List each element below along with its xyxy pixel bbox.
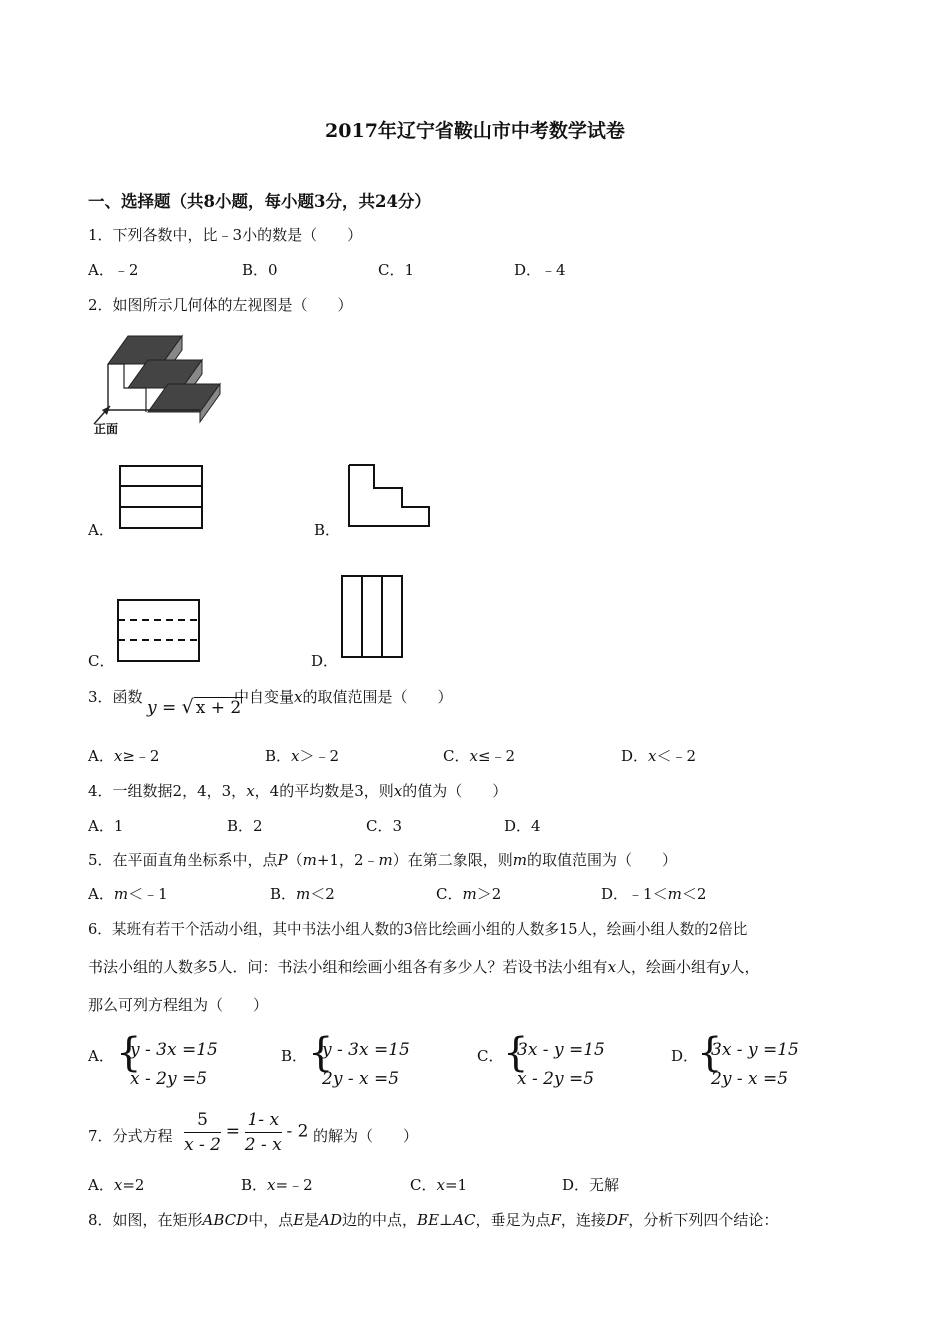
q6-b-brace: { [308,1030,334,1076]
q3-option-d: D．x＜﹣2 [621,747,697,765]
question-7-prefix: 7．分式方程 [88,1127,173,1145]
q7-option-a: A．x=2 [88,1176,145,1194]
q6-a-system: y - 3x =15 x - 2y =5 [130,1040,218,1089]
question-1-stem: 1．下列各数中，比﹣3小的数是（ ） [88,226,363,244]
q2-option-d: D． [311,652,339,670]
q6-option-c: C． [477,1047,504,1065]
q2-option-a: A． [88,521,114,539]
question-7-suffix: 的解为（ ） [313,1127,419,1145]
section-heading-choice: 一、选择题（共8小题，每小题3分，共24分） [88,192,431,211]
q2-figure-b [346,462,434,530]
q4-option-b: B．2 [227,817,263,835]
front-label: 正面 [94,422,119,436]
question-6-line-1: 6．某班有若干个活动小组，其中书法小组人数的3倍比绘画小组的人数多15人，绘画小组人数的2倍比 [88,921,748,938]
q6-d-brace: { [697,1030,723,1076]
q3-option-c: C．x≤﹣2 [443,747,516,765]
q5-option-a: A．m＜﹣1 [88,885,168,903]
question-6-line-2: 书法小组的人数多5人．问：书法小组和绘画小组各有多少人？若设书法小组有x人，绘画小组有y人， [88,958,760,976]
q7-option-c: C．x=1 [410,1176,468,1194]
q4-option-d: D．4 [504,817,541,835]
q6-c-system: 3x - y =15 x - 2y =5 [517,1040,605,1089]
q7-equation: $\frac{5}{x - 2}$ = $\frac{1- x}{2 - x}$ - 2 [184,1110,309,1155]
q1-option-b: B．0 [242,261,278,279]
q7-fraction-right: $\frac{1- x}{2 - x}$ [244,1110,282,1155]
q2-figure-a [118,464,206,530]
q1-option-c: C．1 [378,261,415,279]
q3-function-formula: y = √ x + 2 [147,696,242,718]
q1-option-d: D．﹣4 [514,261,566,279]
q6-a-brace: { [116,1030,142,1076]
q6-option-b: B． [281,1047,308,1065]
question-5-stem: 5．在平面直角坐标系中，点P（m+1，2﹣m）在第二象限，则m的取值范围为（ ） [88,851,678,869]
q7-option-d: D．无解 [562,1176,620,1194]
q3-stem-suffix: 中自变量x的取值范围是（ ） [234,688,453,706]
q4-option-c: C．3 [366,817,403,835]
q6-d-system: 3x - y =15 2y - x =5 [711,1040,799,1089]
q2-option-c: C． [88,652,115,670]
q2-option-b: B． [314,521,341,539]
q2-figure-c [116,598,202,664]
q1-option-a: A．﹣2 [88,261,139,279]
q6-c-brace: { [503,1030,529,1076]
q5-option-c: C．m＞2 [436,885,502,903]
q3-option-b: B．x＞﹣2 [265,747,340,765]
question-3-stem: 3．函数 [88,688,143,706]
question-4-stem: 4．一组数据2，4，3，x，4的平均数是3，则x的值为（ ） [88,782,508,800]
q7-fraction-left: $\frac{5}{x - 2}$ [184,1110,221,1155]
question-8-stem: 8．如图，在矩形ABCD中，点E是AD边的中点，BE⊥AC，垂足为点F，连接DF，分析下列四个结论： [88,1211,779,1229]
q6-b-system: y - 3x =15 2y - x =5 [322,1040,410,1089]
q5-option-b: B．m＜2 [270,885,335,903]
q3-option-a: A．x≥﹣2 [88,747,160,765]
q5-option-d: D．﹣1＜m＜2 [601,885,707,903]
q6-option-a: A． [88,1047,114,1065]
q2-figure-d [340,574,406,660]
question-2-stem: 2．如图所示几何体的左视图是（ ） [88,296,353,314]
paper-title: 2017年辽宁省鞍山市中考数学试卷 [325,120,625,142]
q4-option-a: A．1 [88,817,124,835]
q7-option-b: B．x=﹣2 [241,1176,313,1194]
question-6-line-3: 那么可列方程组为（ ） [88,996,269,1014]
q6-option-d: D． [671,1047,699,1065]
